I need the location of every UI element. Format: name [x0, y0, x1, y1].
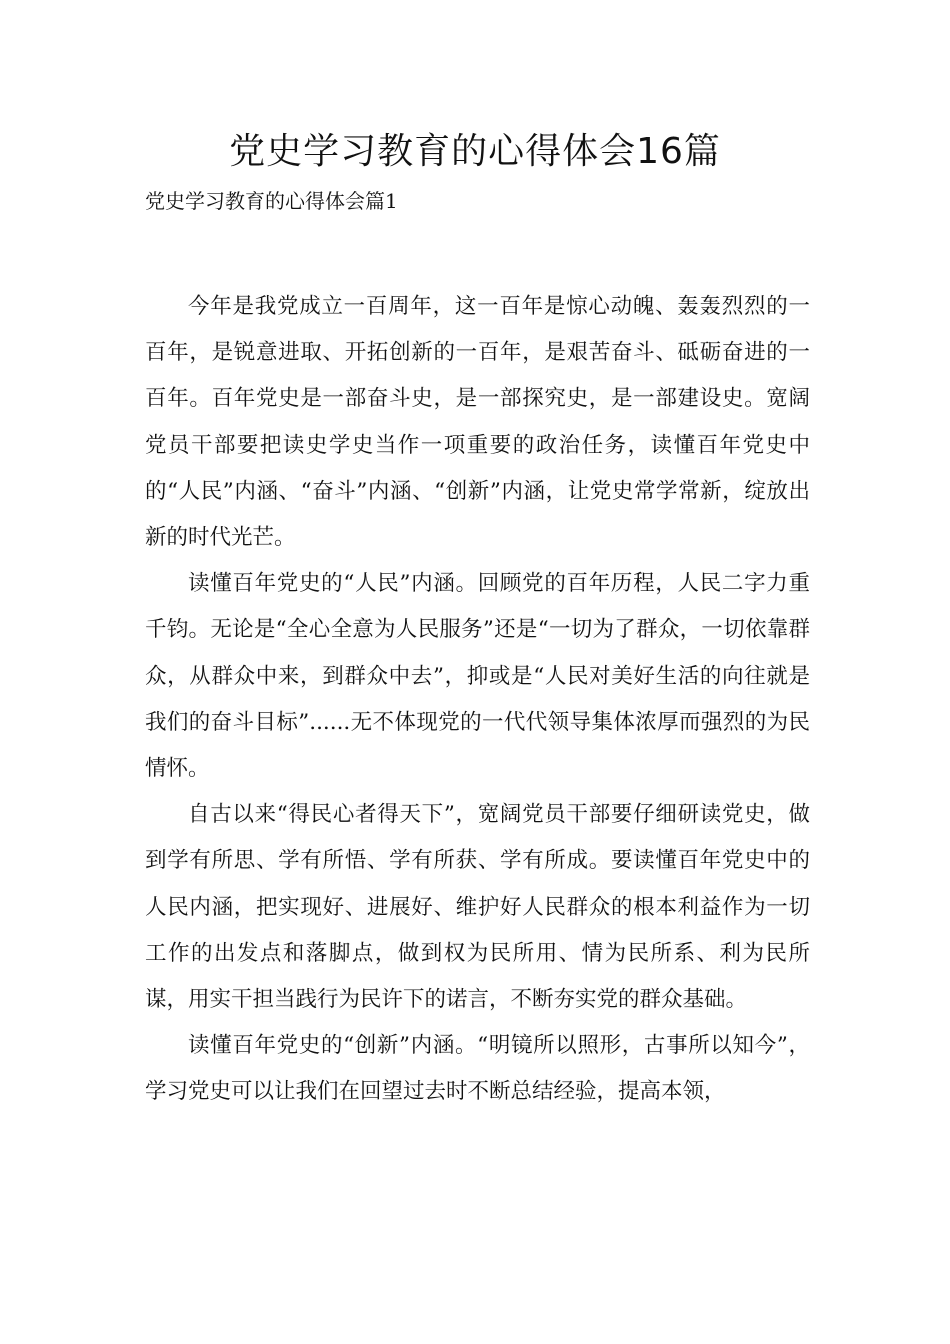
paragraph: 读懂百年党史的“创新”内涵。“明镜所以照形，古事所以知今”，学习党史可以让我们在回望过去时不断总结经验，提高本领， — [145, 1033, 810, 1105]
document-body — [145, 284, 810, 1116]
paragraph: 读懂百年党史的“人民”内涵。回顾党的百年历程，人民二字力重千钧。无论是“全心全意为人民服务”还是“一切为了群众，一切依靠群众，从群众中来，到群众中去”，抑或是“人民对美好生活的向往就是我们的奋斗目标”......无不体现党的一代代领导集体浓厚而强烈的为民情怀。 — [145, 571, 810, 782]
document-title: 党史学习教育的心得体会16篇 — [229, 131, 721, 172]
section-heading: 党史学习教育的心得体会篇1 — [145, 189, 398, 213]
paragraph: 今年是我党成立一百周年，这一百年是惊心动魄、轰轰烈烈的一百年，是锐意进取、开拓创新的一百年，是艰苦奋斗、砥砺奋进的一百年。百年党史是一部奋斗史，是一部探究史，是一部建设史。宽阔党员干部要把读史学史当作一项重要的政治任务，读懂百年党史中的“人民”内涵、“奋斗”内涵、“创新”内涵，让党史常学常新，绽放出新的时代光芒。 — [145, 294, 810, 551]
paragraph: 自古以来“得民心者得天下”，宽阔党员干部要仔细研读党史，做到学有所思、学有所悟、学有所获、学有所成。要读懂百年党史中的人民内涵，把实现好、进展好、维护好人民群众的根本利益作为一切工作的出发点和落脚点，做到权为民所用、情为民所系、利为民所谋，用实干担当践行为民许下的诺言，不断夯实党的群众基础。 — [145, 802, 810, 1013]
